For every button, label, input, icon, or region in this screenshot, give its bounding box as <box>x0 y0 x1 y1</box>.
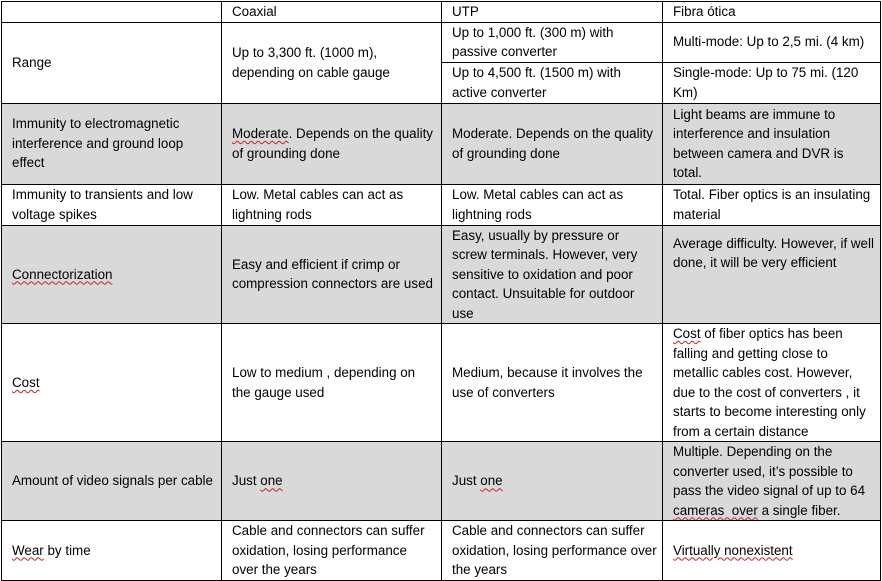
signals-utp-word: one <box>480 473 503 489</box>
emi-coaxial <box>222 103 442 184</box>
cost-coaxial: Low to medium , depending on the gauge used <box>222 324 442 442</box>
wear-utp: Cable and connectors can suffer oxidation, losing performance over the years <box>442 521 663 581</box>
connectorization-label-text: Connectorization <box>12 266 113 282</box>
range-coaxial: Up to 3,300 ft. (1000 m), depending on cable gauge <box>222 22 442 103</box>
connectorization-coaxial: Easy and efficient if crimp or compression connectors are used <box>222 225 442 324</box>
cost-fiber-word: Cost <box>673 326 701 341</box>
row-connectorization <box>2 225 881 324</box>
range-utp-passive: Up to 1,000 ft. (300 m) with passive converter <box>442 22 663 62</box>
row-signals <box>2 442 881 521</box>
transients-utp: Low. Metal cables can act as lightning rods <box>442 184 663 225</box>
range-fiber-multimode: Multi-mode: Up to 2,5 mi. (4 km) <box>663 22 881 62</box>
emi-label: Immunity to electromagnetic interference and ground loop effect <box>2 103 222 184</box>
signals-utp <box>442 442 663 521</box>
signals-coaxial <box>222 442 442 521</box>
emi-utp: Moderate. Depends on the quality of grounding done <box>442 103 663 184</box>
range-fiber-singlemode: Single-mode: Up to 75 mi. (120 Km) <box>663 62 881 103</box>
row-transients <box>2 184 881 225</box>
connectorization-fiber: Average difficulty. However, if well done, it will be very efficient <box>663 225 881 324</box>
wear-label-rest: by time <box>43 542 91 558</box>
cost-fiber-rest: of fiber optics has been falling and getting close to metallic cables cost. However, due to the cost of converters , it starts to become interesting only from a certain distance <box>673 326 866 439</box>
cost-fiber <box>663 324 881 442</box>
cost-utp: Medium, because it involves the use of converters <box>442 324 663 442</box>
cost-label <box>2 324 222 442</box>
signals-fiber-post: a single fiber. <box>757 502 841 518</box>
header-utp: UTP <box>442 2 663 23</box>
row-emi <box>2 103 881 184</box>
signals-fiber-word: cameras over <box>673 502 758 518</box>
range-label: Range <box>2 22 222 103</box>
connectorization-label <box>2 225 222 324</box>
wear-fiber-text: Virtually nonexistent <box>673 542 793 558</box>
row-cost <box>2 324 881 442</box>
header-empty <box>2 2 222 23</box>
header-row <box>2 2 881 23</box>
transients-fiber: Total. Fiber optics is an insulating material <box>663 184 881 225</box>
emi-coaxial-rest: . Depends on the quality of grounding done <box>232 126 433 161</box>
emi-coaxial-word: Moderate <box>232 126 289 141</box>
signals-coaxial-pre: Just <box>232 473 261 489</box>
signals-fiber-pre: Multiple. Depending on the converter used, it’s possible to pass the video signal of up to 64 <box>673 444 866 498</box>
row-wear <box>2 521 881 581</box>
signals-fiber <box>663 442 881 521</box>
transients-label: Immunity to transients and low voltage spikes <box>2 184 222 225</box>
wear-label-word: Wear <box>12 542 44 558</box>
connectorization-utp: Easy, usually by pressure or screw terminals. However, very sensitive to oxidation and poor contact. Unsuitable for outdoor use <box>442 225 663 324</box>
wear-fiber <box>663 521 881 581</box>
signals-label: Amount of video signals per cable <box>2 442 222 521</box>
signals-utp-pre: Just <box>452 473 481 489</box>
wear-coaxial: Cable and connectors can suffer oxidation, losing performance over the years <box>222 521 442 581</box>
wear-label <box>2 521 222 581</box>
comparison-table <box>1 1 881 581</box>
row-range <box>2 22 881 62</box>
header-fiber: Fibra ótica <box>663 2 881 23</box>
range-utp-active: Up to 4,500 ft. (1500 m) with active converter <box>442 62 663 103</box>
emi-fiber: Light beams are immune to interference and insulation between camera and DVR is total. <box>663 103 881 184</box>
transients-coaxial: Low. Metal cables can act as lightning rods <box>222 184 442 225</box>
cost-label-text: Cost <box>12 374 40 390</box>
signals-coaxial-word: one <box>260 473 283 489</box>
header-coaxial: Coaxial <box>222 2 442 23</box>
